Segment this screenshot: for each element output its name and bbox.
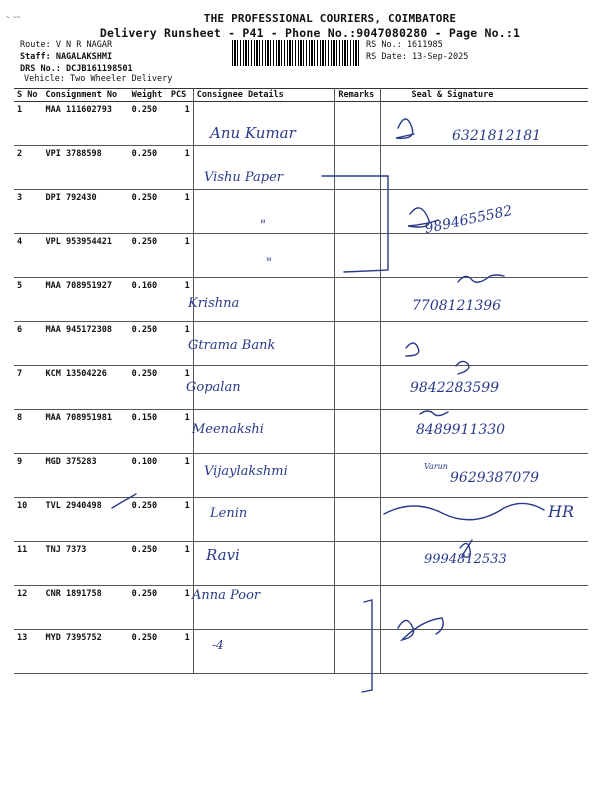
row-sno: 12	[14, 586, 42, 630]
row-consignment-no: TNJ 7373	[42, 542, 128, 586]
phone-handwriting: 9994812533	[424, 552, 507, 567]
consignee-handwriting: Gtrama Bank	[188, 338, 276, 353]
row-weight: 0.150	[129, 410, 168, 454]
row-consignment-no: KCM 13504226	[42, 366, 128, 410]
row-weight: 0.250	[129, 586, 168, 630]
row-weight: 0.160	[129, 278, 168, 322]
row-consignment-no: CNR 1891758	[42, 586, 128, 630]
signature-scribble	[396, 119, 414, 138]
col-header-consignee: Consignee Details	[193, 89, 335, 102]
consignee-handwriting: Vishu Paper	[204, 170, 284, 185]
row-sno: 4	[14, 234, 42, 278]
row-sno: 3	[14, 190, 42, 234]
row-pcs: 1	[168, 322, 193, 366]
signature-name: HR	[548, 502, 574, 521]
consignee-handwriting: Vijaylakshmi	[204, 464, 288, 479]
row-pcs: 1	[168, 498, 193, 542]
consignee-handwriting: Ravi	[206, 546, 240, 564]
row-consignment-no: VPI 3788598	[42, 146, 128, 190]
row-sno: 13	[14, 630, 42, 674]
col-header-sno: S No	[14, 89, 42, 102]
row-pcs: 1	[168, 146, 193, 190]
row-weight: 0.250	[129, 498, 168, 542]
row-sno: 9	[14, 454, 42, 498]
row-weight: 0.250	[129, 146, 168, 190]
row-pcs: 1	[168, 234, 193, 278]
route-label: Route: V N R NAGAR	[20, 40, 113, 50]
row-consignment-no: MAA 945172308	[42, 322, 128, 366]
phone-handwriting: 9894655582	[423, 202, 514, 238]
phone-handwriting: 9842283599	[410, 380, 500, 396]
runsheet-title: Delivery Runsheet - P41 - Phone No.:9047080280 - Page No.:1	[99, 26, 521, 40]
consignee-handwriting: -4	[212, 638, 224, 652]
col-header-consignment: Consignment No	[42, 89, 128, 102]
row-consignment-no: DPI 792430	[42, 190, 128, 234]
row-sno: 8	[14, 410, 42, 454]
rs-date-label: RS Date: 13-Sep-2025	[366, 52, 469, 62]
signature-scribble	[406, 343, 419, 356]
consignee-handwriting: Lenin	[210, 506, 248, 521]
rs-no-label: RS No.: 1611985	[366, 40, 443, 50]
consignee-handwriting: Meenakshi	[192, 422, 264, 437]
row-sno: 7	[14, 366, 42, 410]
signature-scribble	[420, 411, 448, 416]
col-header-weight: Weight	[129, 89, 168, 102]
consignee-handwriting: "	[266, 256, 272, 271]
phone-handwriting: 6321812181	[452, 128, 542, 144]
row-sno: 10	[14, 498, 42, 542]
row-pcs: 1	[168, 410, 193, 454]
signature-name: Varun	[424, 462, 448, 471]
row-pcs: 1	[168, 454, 193, 498]
row-consignment-no: MYD 7395752	[42, 630, 128, 674]
bracket-stroke	[322, 176, 388, 272]
row-consignment-no: MAA 708951981	[42, 410, 128, 454]
row-weight: 0.250	[129, 102, 168, 146]
row-weight: 0.250	[129, 366, 168, 410]
scan-mark: ~ ~~	[6, 14, 21, 21]
row-consignment-no: MGD 375283	[42, 454, 128, 498]
staff-label: Staff: NAGALAKSHMI	[20, 52, 113, 62]
consignee-handwriting: Krishna	[188, 296, 240, 311]
row-sno: 6	[14, 322, 42, 366]
row-consignment-no: VPL 953954421	[42, 234, 128, 278]
consignee-handwriting: Gopalan	[186, 380, 241, 395]
row-weight: 0.250	[129, 190, 168, 234]
consignee-handwriting: "	[260, 218, 266, 233]
col-header-remarks: Remarks	[335, 89, 381, 102]
row-consignment-no: TVL 2940498	[42, 498, 128, 542]
row-pcs: 1	[168, 542, 193, 586]
col-header-pcs: PCS	[168, 89, 193, 102]
row-consignment-no: MAA 708951927	[42, 278, 128, 322]
signature-scribble	[398, 618, 443, 640]
phone-handwriting: 9629387079	[450, 470, 540, 486]
phone-handwriting: 8489911330	[416, 422, 506, 438]
row-pcs: 1	[168, 366, 193, 410]
col-header-signature: Seal & Signature	[381, 89, 588, 102]
row-weight: 0.250	[129, 542, 168, 586]
row-pcs: 1	[168, 586, 193, 630]
signature-scribble	[458, 275, 504, 282]
row-sno: 1	[14, 102, 42, 146]
row-sno: 2	[14, 146, 42, 190]
phone-handwriting: 7708121396	[412, 298, 502, 314]
row-weight: 0.250	[129, 630, 168, 674]
row-weight: 0.250	[129, 322, 168, 366]
row-pcs: 1	[168, 102, 193, 146]
consignee-handwriting: Anna Poor	[192, 588, 261, 603]
row-pcs: 1	[168, 278, 193, 322]
row-pcs: 1	[168, 630, 193, 674]
row-weight: 0.100	[129, 454, 168, 498]
signature-scribble	[384, 503, 544, 519]
signature-scribble	[456, 361, 469, 374]
row-sno: 11	[14, 542, 42, 586]
bracket-stroke	[362, 600, 372, 692]
tick-mark	[112, 494, 136, 508]
row-sno: 5	[14, 278, 42, 322]
row-consignment-no: MAA 111602793	[42, 102, 128, 146]
vehicle-label: Vehicle: Two Wheeler Delivery	[24, 74, 173, 84]
row-weight: 0.250	[129, 234, 168, 278]
row-pcs: 1	[168, 190, 193, 234]
drs-no-label: DRS No.: DCJB161198501	[20, 64, 133, 74]
company-title: THE PROFESSIONAL COURIERS, COIMBATORE	[203, 12, 457, 25]
consignee-handwriting: Anu Kumar	[210, 124, 296, 142]
